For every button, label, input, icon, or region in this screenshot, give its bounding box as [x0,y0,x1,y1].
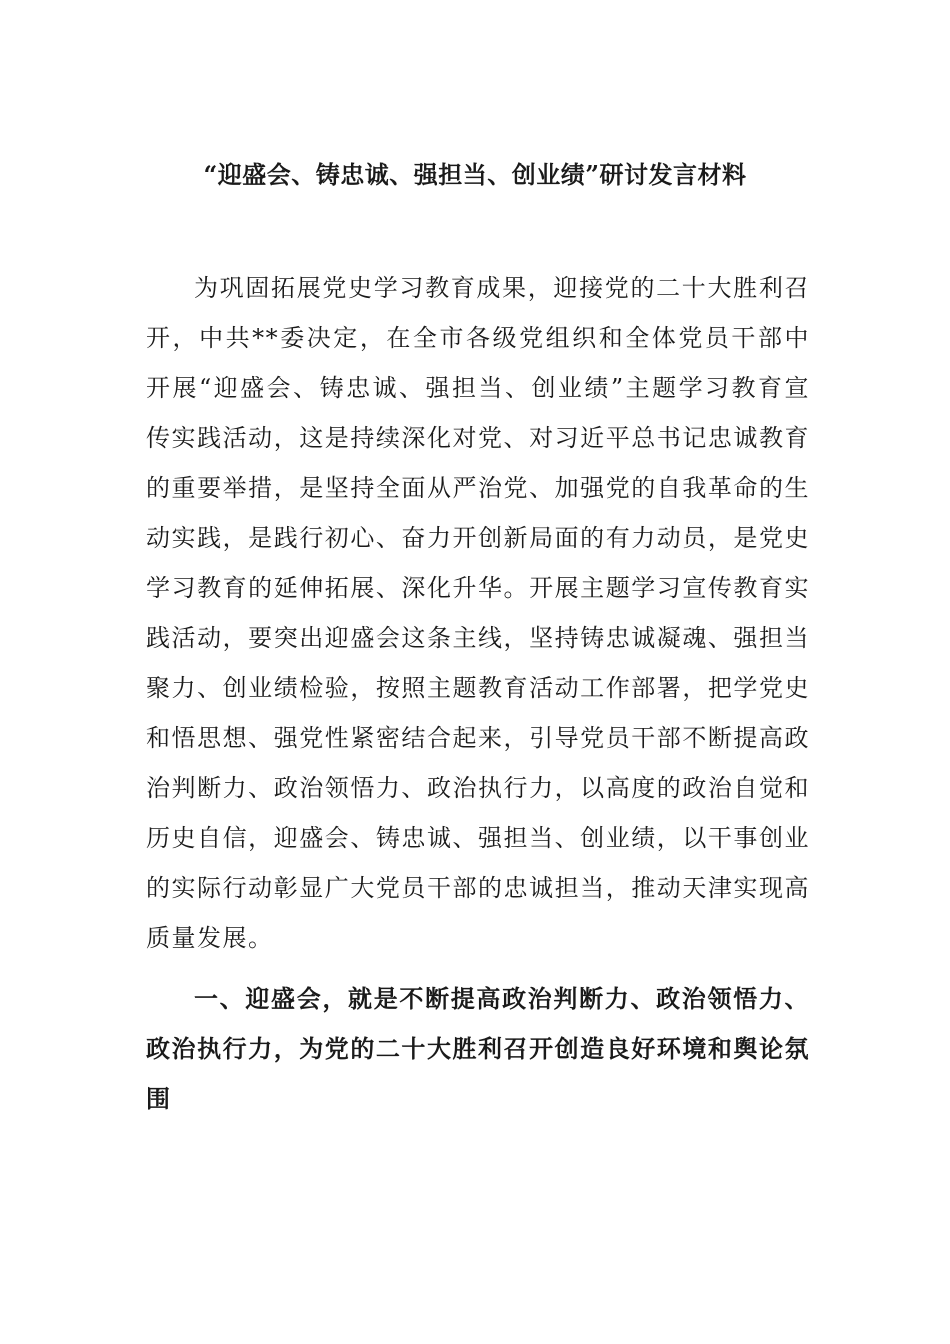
document-title: “迎盛会、铸忠诚、强担当、创业绩”研讨发言材料 [203,160,747,189]
intro-paragraph: 为巩固拓展党史学习教育成果，迎接党的二十大胜利召开，中共**委决定，在全市各级党组织和全体党员干部中开展“迎盛会、铸忠诚、强担当、创业绩”主题学习教育宣传实践活动，这是持续深化对党、对习近平总书记忠诚教育的重要举措，是坚持全面从严治党、加强党的自我革命的生动实践，是践行初心、奋力开创新局面的有力动员，是党史学习教育的延伸拓展、深化升华。开展主题学习宣传教育实践活动，要突出迎盛会这条主线，坚持铸忠诚凝魂、强担当聚力、创业绩检验，按照主题教育活动工作部署，把学党史和悟思想、强党性紧密结合起来，引导党员干部不断提高政治判断力、政治领悟力、政治执行力，以高度的政治自觉和历史自信，迎盛会、铸忠诚、强担当、创业绩，以干事创业的实际行动彰显广大党员干部的忠诚担当，推动天津实现高质量发展。 [146,274,810,952]
section-heading-1: 一、迎盛会，就是不断提高政治判断力、政治领悟力、政治执行力，为党的二十大胜利召开创造良好环境和舆论氛围 [146,984,810,1113]
